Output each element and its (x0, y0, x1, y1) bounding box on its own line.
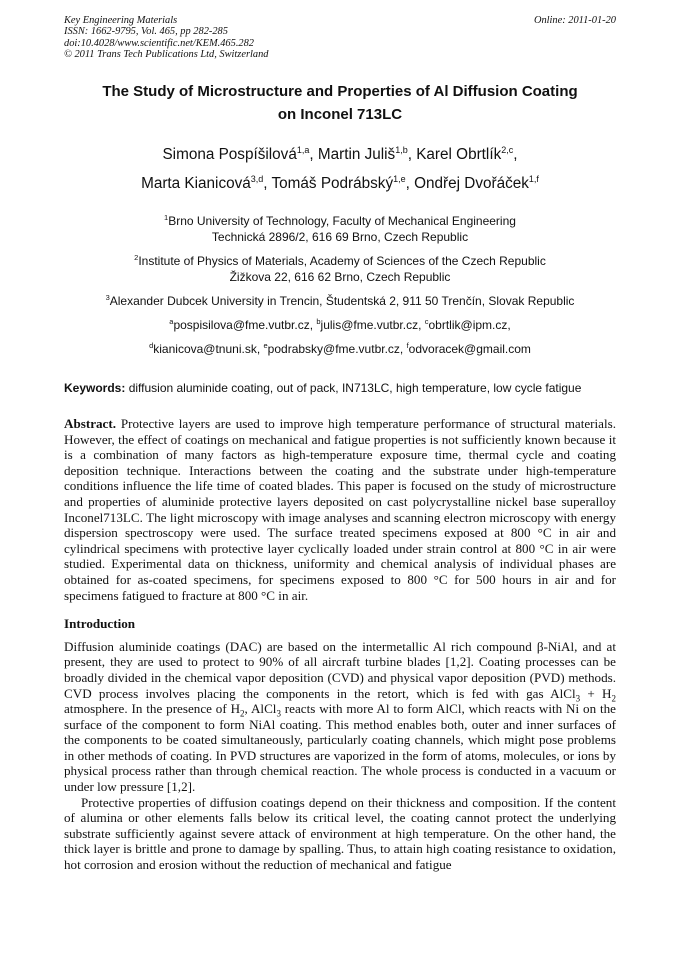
keywords-label: Keywords: (64, 381, 126, 395)
affil-text: Alexander Dubcek University in Trencin, Študentská 2, 911 50 Trenčín, Slovak Republic (109, 294, 575, 308)
affil-sup: 3 (105, 293, 110, 302)
affil-text: Institute of Physics of Materials, Academy of Sciences of the Czech Republic (138, 254, 546, 268)
email-sup: b (316, 317, 321, 326)
abstract-label: Abstract. (64, 416, 116, 431)
paragraph-text: , AlCl (244, 701, 277, 717)
doi-line: doi:10.4028/www.scientific.net/KEM.465.282 (64, 37, 254, 49)
title-line-1: The Study of Microstructure and Properties of Al Diffusion Coating (102, 83, 578, 100)
journal-name: Key Engineering Materials (64, 15, 178, 26)
abstract (64, 416, 616, 603)
author-line-1 (64, 138, 616, 167)
email-address: podrabsky@fme.vutbr.cz, (267, 342, 407, 356)
keywords-text: diffusion aluminide coating, out of pack, IN713LC, high temperature, low cycle fatigue (125, 381, 582, 395)
introduction-heading: Introduction (64, 616, 136, 632)
author-name: Martin Juliš (317, 146, 396, 164)
author-name: Karel Obrtlík (416, 146, 502, 164)
affiliation-2-address: Žižkova 22, 616 62 Brno, Czech Republic (229, 270, 451, 284)
email-sup: a (169, 317, 174, 326)
author-line-2 (64, 167, 616, 196)
email-address: julis@fme.vutbr.cz, (320, 318, 425, 332)
keywords (64, 380, 616, 396)
affiliation-3 (64, 290, 616, 309)
online-date: Online: 2011-01-20 (533, 15, 616, 26)
paper-title (64, 80, 616, 126)
email-sup: c (424, 317, 429, 326)
author-affil-sup: 1,b (395, 145, 408, 155)
author-affil-sup: 1,a (296, 145, 310, 155)
subscript: 3 (575, 693, 581, 704)
subscript: 2 (240, 708, 245, 719)
paragraph-text: Diffusion aluminide coatings (DAC) are based on the intermetallic Al rich compound β-NiAl, and at present, they are used to protect to 90% of all aircraft turbine blades [1,2]. Coating processes can be broadly divided in the chemical vapor deposition (CVD) and physical vapor deposition (PVD) methods. CVD process involves placing the components in the retort, which is fed with gas AlCl (64, 638, 616, 701)
affiliation-1-address: Technická 2896/2, 616 69 Brno, Czech Republic (211, 230, 469, 244)
email-address: kianicova@tnuni.sk, (153, 342, 264, 356)
author-name: Ondřej Dvořáček (414, 175, 529, 193)
subscript: 2 (611, 693, 616, 704)
email-address: obrtlik@ipm.cz, (428, 318, 511, 332)
subscript: 3 (276, 708, 281, 719)
author-name: Marta Kianicová (141, 175, 251, 193)
paragraph-text: + H (580, 685, 612, 701)
paper-body (64, 416, 616, 873)
journal-header (64, 15, 616, 61)
author-affil-sup: 1,e (393, 174, 406, 185)
author-name: Tomáš Podrábský (271, 175, 394, 193)
author-separator: , (407, 146, 417, 164)
abstract-text: Protective layers are used to improve high temperature performance of structural materials. However, the effect of coatings on mechanical and fatigue properties is not sufficiently known because it is a combination of many factors as high-temperature exposure time, thermal cycle and coating deposition technique. Interactions between the coating and the substrate under high-temperature conditions influence the life time of coated blades. This paper is focused on the study of microstructure and properties of aluminide protective layers deposited on cast polycrystalline nickel base superalloy Inconel713LC. The light microscopy with image analyses and scanning electron microscopy with energy dispersion spectroscopy were used. The surface treated specimens exposed at 800 °C in air and cylindrical specimens with protective layer cyclically loaded under strain control at 800 °C in air were studied. Experimental data on thickness, uniformity and chemical analysis of individual phases are obtained for as-coated specimens, for specimens exposed to 800 °C for 500 hours in air and for specimens fatigued to fracture at 800 °C in air. (64, 416, 616, 603)
issn-line: ISSN: 1662-9795, Vol. 465, pp 282-285 (64, 26, 228, 38)
author-separator: , (405, 175, 415, 193)
author-list (64, 138, 616, 196)
affil-text: Brno University of Technology, Faculty of Mechanical Engineering (168, 214, 516, 228)
affil-sup: 2 (134, 253, 139, 262)
affiliation-1 (64, 210, 616, 229)
affiliations (64, 210, 616, 357)
author-affil-sup: 2,c (501, 145, 514, 155)
affil-sup: 1 (164, 213, 169, 222)
paragraph-text: atmosphere. In the presence of H (64, 701, 241, 717)
affiliation-2 (64, 250, 616, 269)
intro-paragraph-1 (64, 639, 616, 795)
author-separator: , (309, 146, 318, 164)
email-line-1 (64, 314, 616, 333)
email-line-2 (64, 338, 616, 357)
author-affil-sup: 3,d (250, 174, 264, 185)
paragraph-text: reacts with more Al to form AlCl, which reacts with Ni on the surface of the component to form NiAl coating. This method enables both, outer and inner surfaces of the components to be coated simultaneously, particularly coating channels, which might pose problems in other methods of coating. In PVD structures are vaporized in the form of atoms, molecules, or ions by physical process rather than through chemical reaction. The whole process is conducted in a vacuum or under low pressure [1,2]. (64, 701, 616, 795)
author-affil-sup: 1,f (528, 174, 539, 185)
email-sup: d (149, 341, 154, 350)
email-address: odvoracek@gmail.com (408, 342, 531, 356)
author-separator: , (263, 175, 272, 193)
copyright-line: © 2011 Trans Tech Publications Ltd, Switzerland (64, 49, 269, 61)
email-sup: f (406, 341, 409, 350)
intro-paragraph-2: Protective properties of diffusion coatings depend on their thickness and composition. If the content of alumina or other elements falls below its critical level, the coating cannot protect the underlying substrate sufficiently against severe attack of environment at high temperature. On the other hand, the thick layer is brittle and prone to damage by spalling. Thus, to attain high coating resistance to oxidation, hot corrosion and erosion without the reduction of mechanical and fatigue (64, 794, 616, 873)
author-separator: , (513, 146, 518, 164)
email-address: pospisilova@fme.vutbr.cz, (173, 318, 317, 332)
email-sup: e (263, 341, 268, 350)
author-name: Simona Pospíšilová (162, 146, 297, 164)
title-line-2: on Inconel 713LC (277, 106, 403, 123)
